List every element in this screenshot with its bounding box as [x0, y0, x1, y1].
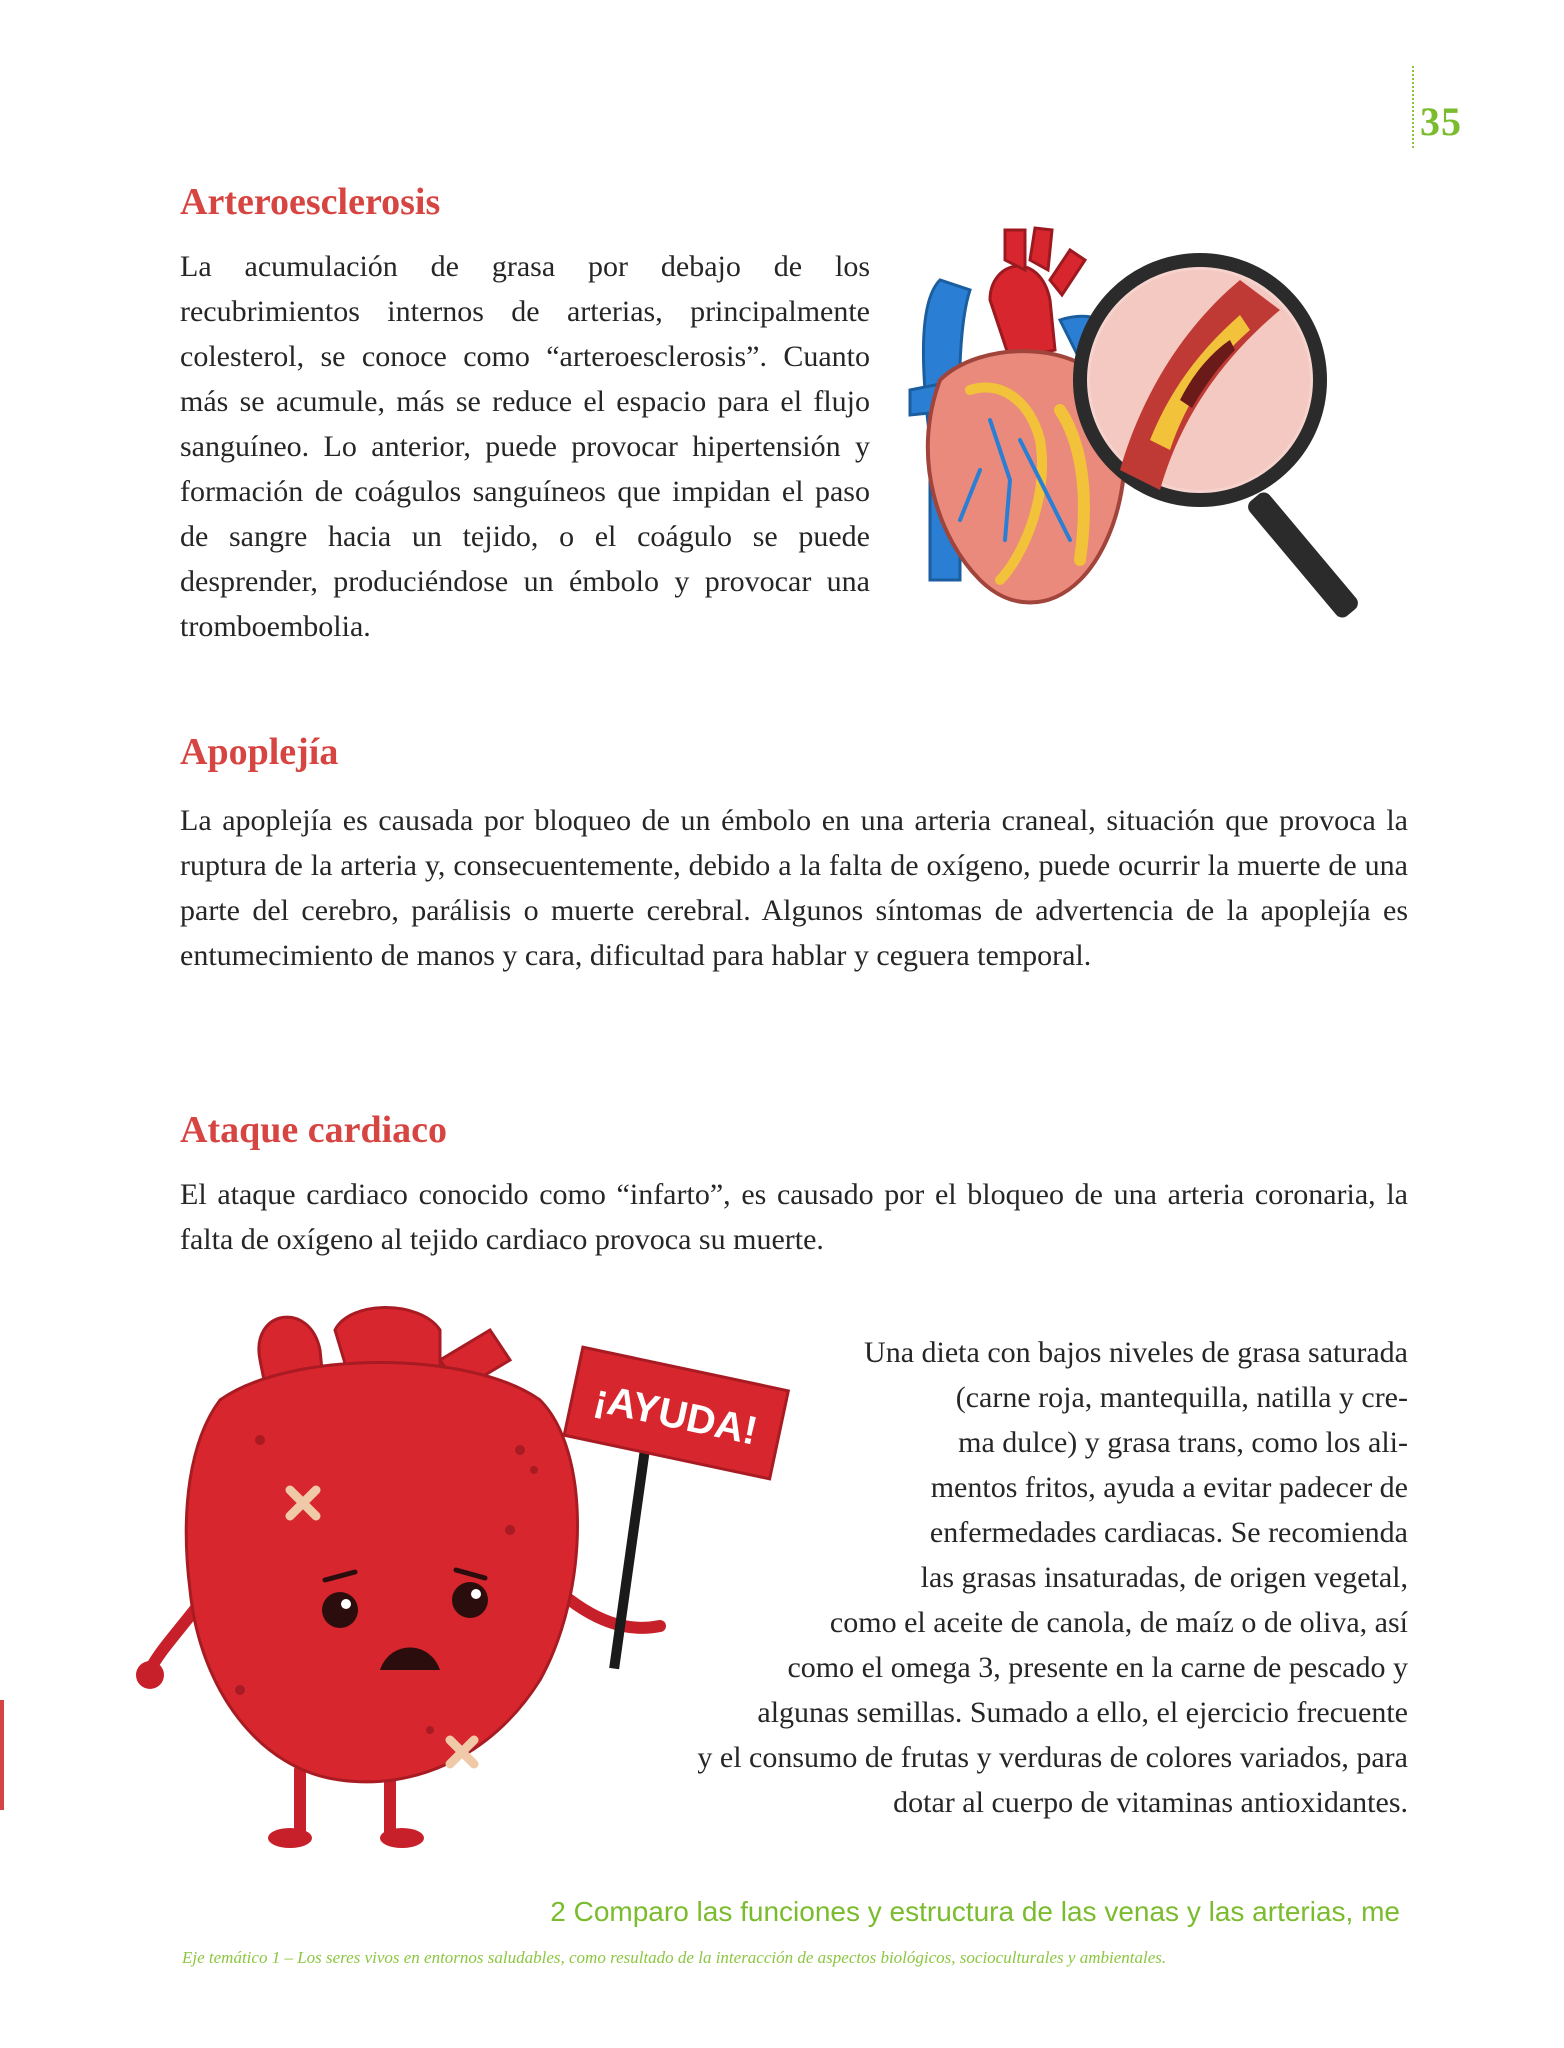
- anatomical-heart-magnifier-icon: [880, 240, 1440, 680]
- dieta-line: como el aceite de canola, de maíz o de oliva, así: [829, 1606, 1408, 1639]
- paragraph-apoplejia: La apoplejía es causada por bloqueo de un émbolo en una arteria craneal, situación que provoca la ruptura de la arteria y, consecuentemente, debido a la falta de oxígeno, puede ocurrir la muerte de una parte del cerebro, parálisis o muerte cerebral. Algunos síntomas de advertencia de la apoplejía es entumecimiento de manos y cara, dificultad para hablar y ceguera temporal.: [180, 804, 1408, 972]
- footer-thematic-axis: Eje temático 1 – Los seres vivos en entornos saludables, como resultado de la interacción de aspectos biológicos, socioculturales y ambientales.: [182, 1948, 1167, 1967]
- footer-banner: 2 Comparo las funciones y estructura de las venas y las arterias, me: [550, 1896, 1400, 1927]
- dieta-line: enfermedades cardiacas. Se recomienda: [929, 1516, 1408, 1549]
- paragraph-ataque-cardiaco: El ataque cardiaco conocido como “infarto”, es causado por el bloqueo de una arteria coronaria, la falta de oxígeno al tejido cardiaco provoca su muerte.: [180, 1178, 1408, 1256]
- paragraph-dieta: [560, 1330, 1408, 1825]
- paragraph-arteroesclerosis: La acumulación de grasa por debajo de los recubrimientos internos de arterias, principalmente colesterol, se conoce como “arteroesclerosis”. Cuanto más se acumule, más se reduce el espacio para el flujo sanguíneo. Lo anterior, puede provocar hipertensión y formación de coágulos sanguíneos que impidan el paso de sangre hacia un tejido, o el coágulo se puede desprender, produciéndose un émbolo y provocar una tromboembolia.: [180, 250, 870, 643]
- dieta-line: y el consumo de frutas y verduras de colores variados, para: [697, 1741, 1408, 1774]
- section-title-apoplejia: Apoplejía: [180, 731, 339, 773]
- section-title-ataque-cardiaco: Ataque cardiaco: [180, 1109, 448, 1151]
- dieta-line: dotar al cuerpo de vitaminas antioxidantes.: [893, 1786, 1408, 1819]
- page-number: 35: [1420, 99, 1462, 144]
- edge-marker: [0, 1700, 4, 1810]
- dieta-line: ma dulce) y grasa trans, como los ali-: [958, 1426, 1408, 1459]
- dieta-line: algunas semillas. Sumado a ello, el ejercicio frecuente: [757, 1696, 1408, 1729]
- dieta-line: (carne roja, mantequilla, natilla y cre-: [955, 1381, 1408, 1414]
- dieta-line: como el omega 3, presente en la carne de pescado y: [787, 1651, 1408, 1684]
- page-number-divider: [1412, 66, 1414, 148]
- dieta-line: mentos fritos, ayuda a evitar padecer de: [930, 1471, 1408, 1504]
- dieta-line: Una dieta con bajos niveles de grasa saturada: [864, 1336, 1408, 1369]
- dieta-line: las grasas insaturadas, de origen vegetal,: [920, 1561, 1408, 1594]
- section-title-arteroesclerosis: Arteroesclerosis: [180, 181, 441, 223]
- help-sign-text: ¡AYUDA!: [590, 1376, 762, 1454]
